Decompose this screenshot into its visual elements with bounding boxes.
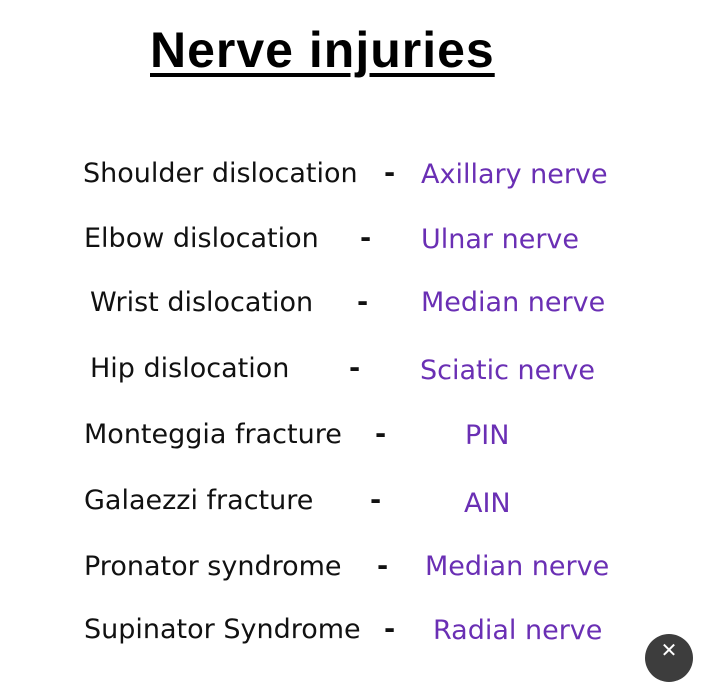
- condition-galaezzi-fracture: Galaezzi fracture: [84, 485, 314, 516]
- separator-dash: -: [384, 158, 396, 189]
- nerve-pin: PIN: [465, 420, 510, 451]
- nerve-sciatic: Sciatic nerve: [420, 355, 595, 386]
- nerve-radial: Radial nerve: [433, 615, 603, 646]
- condition-pronator-syndrome: Pronator syndrome: [84, 551, 342, 582]
- nerve-axillary: Axillary nerve: [421, 159, 608, 190]
- separator-dash: -: [360, 223, 372, 254]
- condition-hip-dislocation: Hip dislocation: [90, 353, 290, 384]
- close-icon: ✕: [660, 638, 678, 662]
- nerve-ulnar: Ulnar nerve: [421, 224, 580, 255]
- nerve-median: Median nerve: [425, 551, 610, 582]
- close-button[interactable]: [645, 634, 693, 682]
- condition-shoulder-dislocation: Shoulder dislocation: [83, 158, 358, 189]
- page-title: Nerve injuries: [150, 22, 495, 78]
- condition-monteggia-fracture: Monteggia fracture: [84, 419, 342, 450]
- nerve-ain: AIN: [464, 488, 511, 519]
- separator-dash: -: [375, 419, 387, 450]
- condition-elbow-dislocation: Elbow dislocation: [84, 223, 319, 254]
- separator-dash: -: [370, 485, 382, 516]
- nerve-median: Median nerve: [421, 287, 606, 318]
- condition-supinator-syndrome: Supinator Syndrome: [84, 614, 361, 645]
- separator-dash: -: [384, 614, 396, 645]
- separator-dash: -: [377, 551, 389, 582]
- separator-dash: -: [349, 353, 361, 384]
- condition-wrist-dislocation: Wrist dislocation: [90, 287, 314, 318]
- separator-dash: -: [357, 287, 369, 318]
